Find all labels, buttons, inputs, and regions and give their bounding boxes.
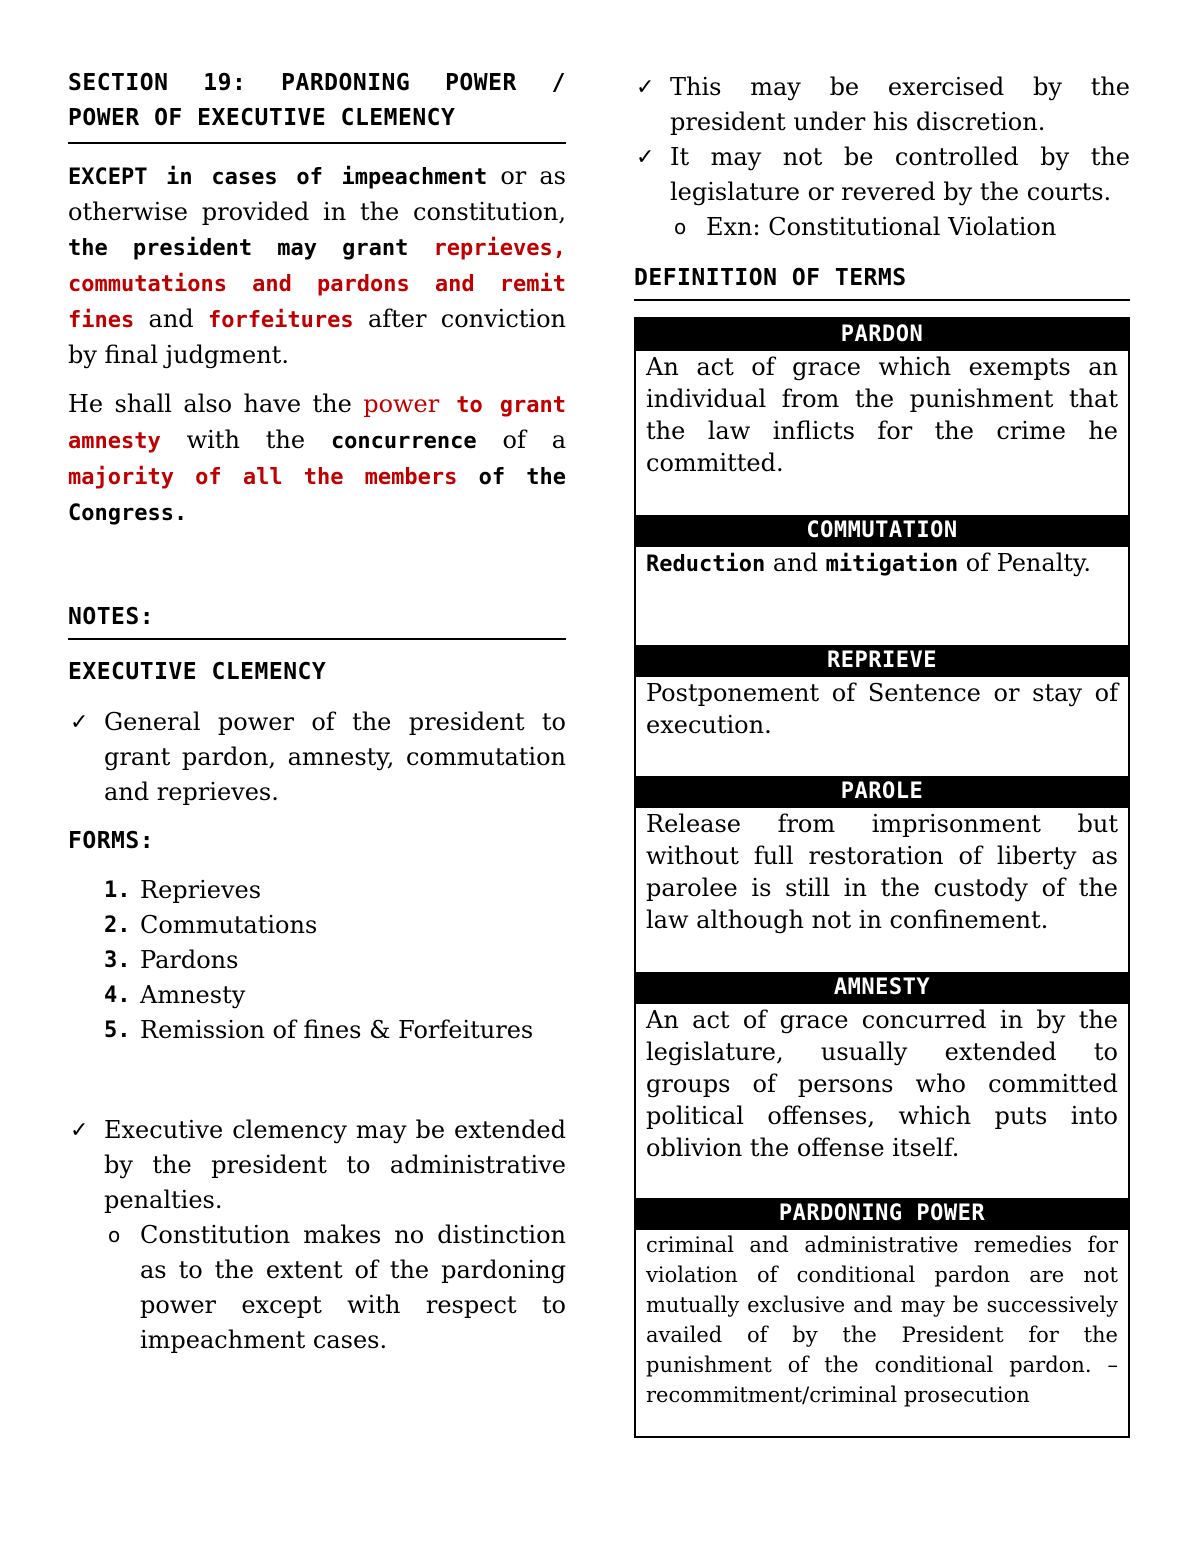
exec-clemency-list: [68, 705, 566, 810]
check-icon: ✓: [70, 710, 89, 735]
reprieve-title: REPRIEVE: [636, 645, 1128, 677]
forms-list: [68, 873, 566, 1048]
pardon-definition: An act of grace which exempts an individual from the punishment that the law inflicts for the crime he committed.: [646, 353, 1118, 477]
amnesty-title: AMNESTY: [636, 972, 1128, 1004]
check-icon: ✓: [70, 1118, 89, 1143]
check-icon: ✓: [636, 145, 655, 170]
pardoning-power-definition: criminal and administrative remedies for violation of conditional pardon are not mutually exclusive and may be successively availed of by the President for the punishment of the conditional pardon. – recommitment/criminal prosecution: [646, 1233, 1118, 1407]
list-item: 1. Reprieves: [104, 876, 262, 904]
list-item: ✓ General power of the president to grant pardon, amnesty, commutation and reprieves.: [68, 705, 566, 810]
notes-rule: [68, 638, 566, 640]
reprieve-definition: Postponement of Sentence or stay of execution.: [646, 679, 1118, 739]
extend-sub-list: [104, 1218, 566, 1358]
list-item: 2. Commutations: [104, 911, 318, 939]
commutation-title: COMMUTATION: [636, 515, 1128, 547]
parole-title: PAROLE: [636, 776, 1128, 808]
amnesty-definition: An act of grace concurred in by the legislature, usually extended to groups of persons who committed political offenses, which puts into oblivion the offense itself.: [646, 1006, 1118, 1162]
section-rule: [68, 142, 566, 144]
list-item: ✓ It may not be controlled by the legislature or revered by the courts.: [634, 140, 1130, 210]
provision-paragraph-2: He shall also have the power to grant amnesty with the concurrence of a majority of all the members of the Congress.: [68, 390, 567, 526]
definitions-table: [634, 317, 1130, 1438]
extend-list: [68, 1113, 566, 1218]
circle-bullet-icon: o: [674, 215, 687, 239]
exec-clemency-heading: EXECUTIVE CLEMENCY: [68, 659, 327, 685]
circle-bullet-icon: o: [108, 1223, 121, 1247]
pardoning-power-title: PARDONING POWER: [636, 1198, 1128, 1230]
list-item: ✓ Executive clemency may be extended by the president to administrative penalties.: [68, 1113, 566, 1218]
list-item: 4. Amnesty: [104, 981, 246, 1009]
right-column: [634, 70, 1130, 1438]
notes-heading: NOTES:: [68, 604, 155, 630]
left-column: [68, 66, 566, 1358]
section-title: SECTION 19: PARDONING POWER / POWER OF EXECUTIVE CLEMENCY: [68, 70, 566, 131]
list-item: o Constitution makes no distinction as to the extent of the pardoning power except with respect to impeachment cases.: [104, 1218, 566, 1358]
list-item: o Exn: Constitutional Violation: [670, 210, 1130, 245]
definitions-heading: DEFINITION OF TERMS: [634, 265, 907, 291]
provision-paragraph-1: EXCEPT in cases of impeachment or as otherwise provided in the constitution, the president may grant reprieves, commutations and pardons and remit fines and forfeitures after conviction by final judgment.: [68, 162, 566, 369]
list-item: 5. Remission of fines & Forfeitures: [104, 1016, 534, 1044]
list-item: ✓ This may be exercised by the president under his discretion.: [634, 70, 1130, 140]
commutation-definition: Reduction and mitigation of Penalty.: [646, 549, 1092, 577]
pardon-title: PARDON: [636, 319, 1128, 351]
list-item: 3. Pardons: [104, 946, 239, 974]
exception-sub-list: [670, 210, 1130, 245]
definitions-rule: [634, 299, 1130, 301]
check-icon: ✓: [636, 75, 655, 100]
discretion-list: [634, 70, 1130, 210]
parole-definition: Release from imprisonment but without full restoration of liberty as parolee is still in the custody of the law although not in confinement.: [646, 810, 1118, 934]
forms-heading: FORMS:: [68, 828, 155, 854]
